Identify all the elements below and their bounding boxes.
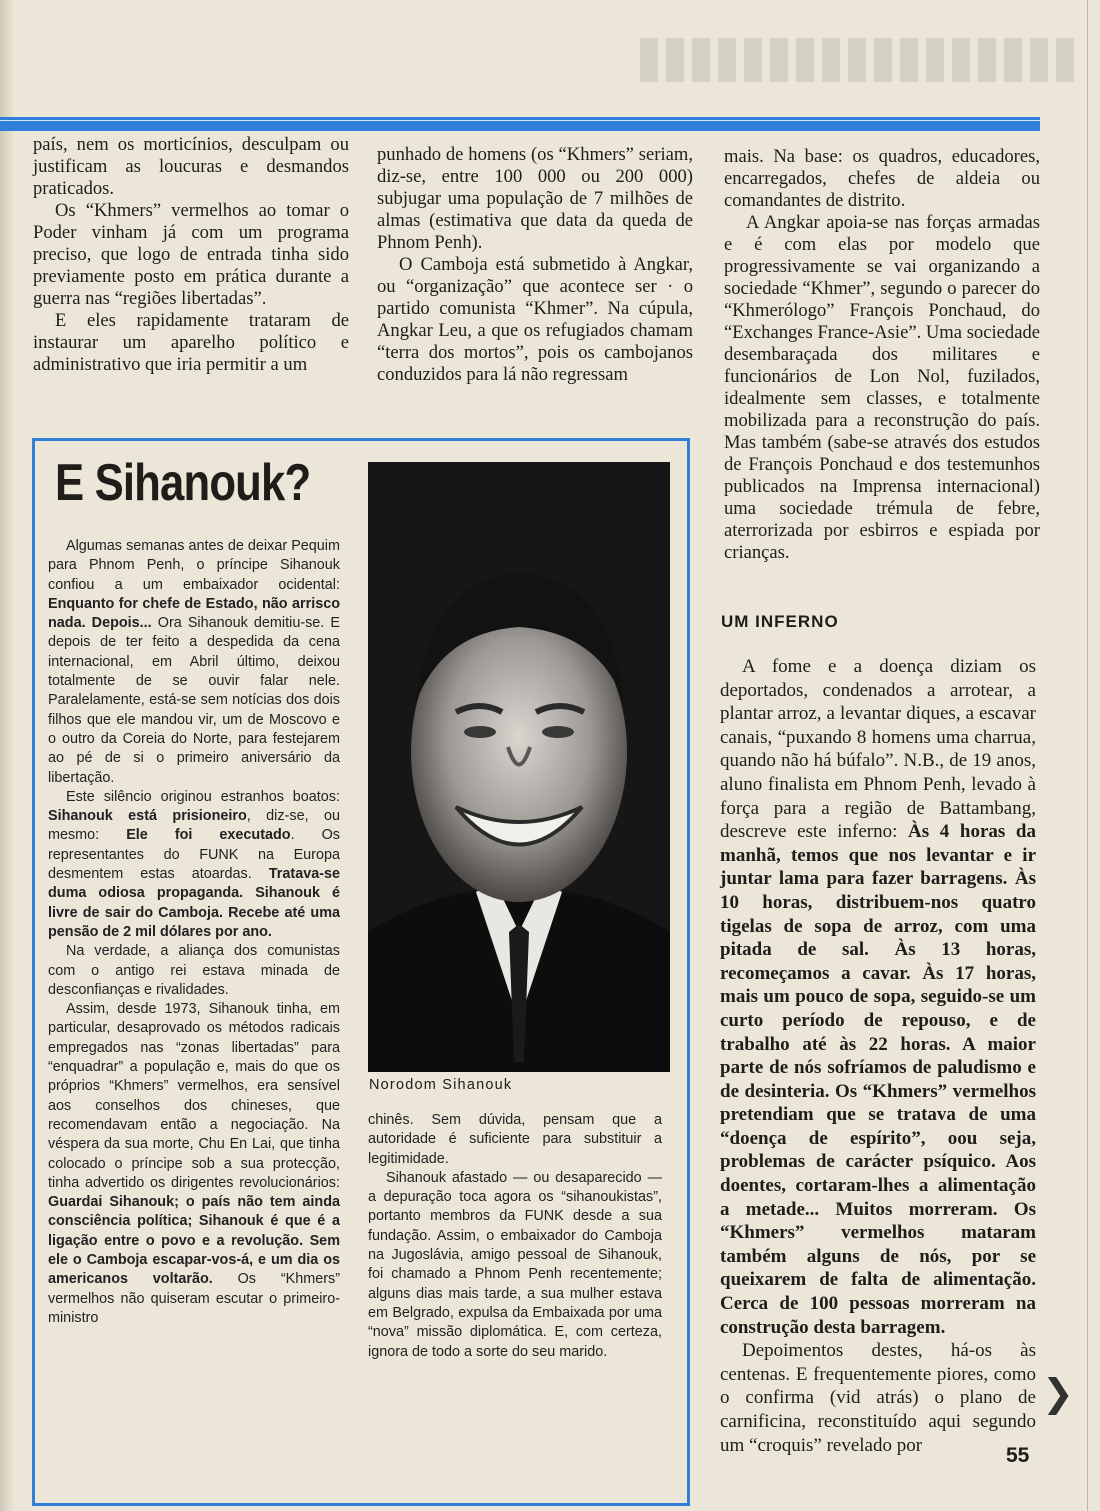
paragraph-text: Os “Khmers” vermelhos não quiseram escutar o primeiro-ministro xyxy=(48,1271,340,1326)
paragraph: Na verdade, a aliança dos comunistas com o antigo rei estava minada de desconfianças e rivalidades. xyxy=(48,943,340,998)
testimony-quote: Às 4 horas da manhã, temos que nos levantar e ir juntar lama para fazer barragens. Às 10 horas, distribuem-nos quatro tigelas de sopa de arroz, com uma pitada de sal. Às 13 horas, recomeçamos a cavar. Às 17 horas, mais um pouco de sopa, seguido-se um curto período de repouso, e de trabalho até às 22 horas. A maior parte de nós sofríamos de paludismo e de desinteria. Os “Khmers” vermelhos pretendiam que se tratava de uma “doença de espírito”, oou seja, problemas de carácter psíquico. Aos doentes, cortaram-lhes a alimentação a metade... Muitos morreram. Os “Khmers” vermelhos mataram também alguns de nós, por se queixarem de falta de alimentação. Cerca de 100 pessoas morreram na construção desta barragem. xyxy=(720,821,1036,1338)
paragraph: Os “Khmers” vermelhos ao tomar o Poder vinham já com um programa preciso, que logo de entrada tinha sido previamente posto em prática durante a guerra nas “regiões libertadas”. xyxy=(33,200,349,309)
paragraph xyxy=(720,655,1036,1339)
emphasis-text: Sihanouk está prisioneiro xyxy=(48,808,247,825)
article-column-3-continued xyxy=(720,655,1036,1457)
paragraph-text: . Os representantes do FUNK na Europa desmentem estas atoardas. xyxy=(48,827,340,883)
page-edge-line xyxy=(1087,0,1088,1511)
page-spine xyxy=(0,0,14,1511)
portrait-photo xyxy=(368,462,670,1072)
chevron-right-icon: ❯ xyxy=(1042,1371,1074,1415)
paragraph-text: A fome e a doença diziam os deportados, condenados a arrotear, a plantar arroz, a levantar diques, a escavar canais, “puxando 8 homens uma charrua, quando não há búfalo”. N.B., de 19 anos, aluno finalista em Phnom Penh, levado à força para a região de Battambang, descreve este inferno: xyxy=(720,656,1036,843)
paragraph-text: , diz-se, ou mesmo: xyxy=(48,808,340,844)
paragraph: chinês. Sem dúvida, pensam que a autoridade é suficiente para substituir a legitimidade. xyxy=(368,1112,662,1167)
section-heading: UM INFERNO xyxy=(721,612,839,631)
paragraph-text: Algumas semanas antes de deixar Pequim para Phnom Penh, o príncipe Sihanouk confiou a um embaixador ocidental: xyxy=(48,538,340,593)
paragraph xyxy=(48,1000,340,1328)
paragraph xyxy=(48,537,340,788)
paragraph: E eles rapidamente trataram de instaurar um aparelho político e administrativo que iria permitir a um xyxy=(33,310,349,375)
emphasis-text: Ele foi executado xyxy=(126,827,291,844)
emphasis-text: Enquanto for chefe de Estado, não arrisco nada. Depois... xyxy=(48,595,340,632)
paragraph-text: Este silêncio originou estranhos boatos: xyxy=(66,788,340,805)
paragraph: A Angkar apoia-se nas forças armadas e é com elas por modelo que progressivamente se vai organizando a sociedade “Khmer”, segundo o parecer do “Khmerólogo” François Ponchaud, do “Exchanges France-Asie”. Uma sociedade desembaraçada dos militares e funcionários de Lon Nol, fuzilados, idealmente sem classes, e totalmente mobilizada para a reconstrução do país. Mas também (sabe-se através dos estudos de François Ponchaud e dos testemunhos publicados na Imprensa internacional) uma sociedade trémula de febre, aterrorizada por esbirros e espiada por crianças. xyxy=(724,212,1040,563)
portrait-illustration xyxy=(368,462,670,1072)
paragraph-text: Ora Sihanouk demitiu-se. E depois de ter feito a despedida da cena internacional, em Abril último, deixou totalmente de se ouvir falar nele. Paralelamente, está-se sem notícias dos dois filhos que ele mandou vir, um de Moscovo e o outro da Coreia do Norte, para festejarem ao pé de si o primeiro aniversário da libertação. xyxy=(48,615,340,786)
header-rule xyxy=(0,117,1040,131)
paragraph-text: Assim, desde 1973, Sihanouk tinha, em particular, desaprovado os métodos radicais empregados nas “zonas libertadas” para “enquadrar” a população e, mais do que os próprios “Khmers” vermelhos, era sensível aos conselhos dos chineses, que recomendavam então a negociação. Na véspera da sua morte, Chu En Lai, que tinha colocado o príncipe sob a sua protecção, tinha advertido os dirigentes revolucionários: xyxy=(48,1001,340,1191)
article-column-3 xyxy=(724,146,1040,564)
emphasis-text: Guardai Sihanouk; o país não tem ainda consciência política; Sihanouk é que é a ligação entre o povo e a revolução. Sem ele o Camboja escapar-vos-á, e um dia os americanos voltarão. xyxy=(48,1194,340,1288)
page-number: 55 xyxy=(1006,1444,1030,1467)
sidebar-column-left xyxy=(48,537,340,1328)
paragraph: Sihanouk afastado — ou desaparecido — a depuração toca agora os “sihanoukistas”, portanto membros da FUNK desde a sua fundação. Assim, o embaixador do Camboja na Jugoslávia, amigo pessoal de Sihanouk, foi chamado a Phnom Penh recentemente; alguns dias mais tarde, a sua mulher estava em Belgrado, expulsa da Embaixada por uma “nova” missão diplomática. E, com certeza, ignora de todo a sorte do seu marido. xyxy=(368,1169,662,1360)
paragraph xyxy=(48,788,340,942)
paragraph: punhado de homens (os “Khmers” seriam, diz-se, entre 100 000 ou 200 000) subjugar uma população de 7 milhões de almas (estimativa que data da queda de Phnom Penh). xyxy=(377,144,693,253)
paragraph: O Camboja está submetido à Angkar, ou “organização” que acontece ser · o partido comunista “Khmer”. Na cúpula, Angkar Leu, a que os refugiados chamam “terra dos mortos”, pois os cambojanos conduzidos para lá não regressam xyxy=(377,254,693,385)
article-column-2 xyxy=(377,144,693,386)
paragraph: mais. Na base: os quadros, educadores, encarregados, chefes de aldeia ou comandantes de distrito. xyxy=(724,146,1040,211)
paragraph: país, nem os morticínios, desculpam ou justificam as loucuras e desmandos praticados. xyxy=(33,134,349,199)
photo-caption: Norodom Sihanouk xyxy=(369,1077,513,1093)
sidebar-column-right xyxy=(368,1111,662,1362)
paragraph: Depoimentos destes, há-os às centenas. E frequentemente piores, como o confirma (vid atrás) o plano de carnificina, reconstituído aqui segundo um “croquis” revelado por xyxy=(720,1340,1036,1456)
sidebar-title: E Sihanouk? xyxy=(55,454,311,512)
bleed-through-header xyxy=(640,38,1080,82)
article-column-1 xyxy=(33,134,349,376)
emphasis-text: Tratava-se duma odiosa propaganda. Sihanouk é livre de sair do Camboja. Recebe até uma pensão de 2 mil dólares por ano. xyxy=(48,866,340,940)
